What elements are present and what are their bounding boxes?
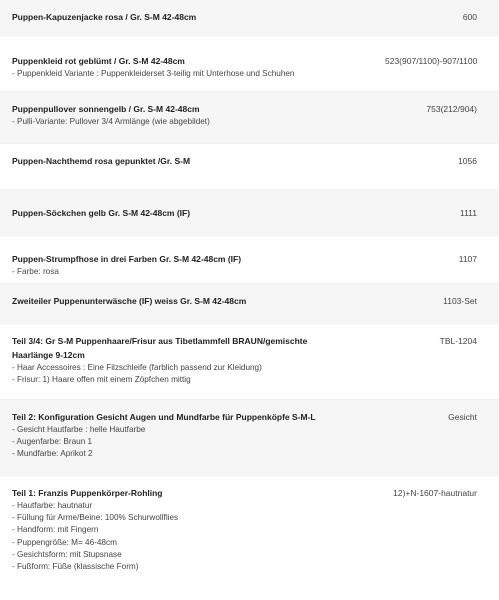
item-name: Teil 3/4: Gr S-M Puppenhaare/Frisur aus Tibetlammfell BRAUN/gemischte Haarlänge 9-12cm xyxy=(12,336,308,360)
item-detail: - Mundfarbe: Aprikot 2 xyxy=(12,449,93,459)
item-info xyxy=(12,410,440,461)
item-name: Puppen-Nachthemd rosa gepunktet /Gr. S-M xyxy=(12,156,191,166)
item-sku: 1111 xyxy=(459,208,477,218)
item-detail: - Puppenkleid Variante : Puppenkleiderset 3-teilig mit Unterhose und Schuhen xyxy=(12,69,295,78)
item-sku: 12)+N-1607-hautnatur xyxy=(393,488,477,498)
item-detail: - Füllung für Arme/Beine: 100% Schurwollflies xyxy=(12,513,179,523)
item-detail: - Pulli-Variante: Pullover 3/4 Armlänge (wie abgebildet) xyxy=(12,117,210,126)
list-item xyxy=(0,324,499,400)
list-item xyxy=(0,190,499,236)
item-detail: - Fußform: Füße (klassische Form) xyxy=(12,562,139,572)
item-sku: 753(212/904) xyxy=(426,104,477,114)
item-name: Puppen-Kapuzenjacke rosa / Gr. S-M 42-48cm xyxy=(12,12,197,22)
list-item xyxy=(0,0,499,36)
item-detail: - Frisur: 1) Haare offen mit einem Zöpfchen mittig xyxy=(12,375,191,385)
item-info xyxy=(12,252,451,278)
item-info xyxy=(12,102,418,128)
item-name: Puppen-Strumpfhose in drei Farben Gr. S-M 42-48cm (IF) xyxy=(12,254,242,264)
item-name: Teil 2: Konfiguration Gesicht Augen und Mundfarbe für Puppenköpfe S-M-L xyxy=(12,412,316,422)
item-info xyxy=(12,154,450,168)
item-sku: Gesicht xyxy=(448,412,477,422)
item-detail: - Puppengröße: M= 46-48cm xyxy=(12,537,117,547)
item-info xyxy=(12,10,455,24)
item-sku: 523(907/1100)-907/1100 xyxy=(385,56,478,66)
item-detail: - Gesicht Hautfarbe : helle Hautfarbe xyxy=(12,425,146,434)
list-item xyxy=(0,36,499,92)
list-item xyxy=(0,92,499,144)
item-sku: 1056 xyxy=(458,156,477,166)
item-detail: - Farbe: rosa xyxy=(12,267,59,276)
item-info xyxy=(12,54,377,80)
list-item xyxy=(0,476,499,600)
item-detail: - Hautfarbe: hautnatur xyxy=(12,501,93,510)
item-name: Puppenkleid rot geblümt / Gr. S-M 42-48cm xyxy=(12,56,185,66)
item-info xyxy=(12,294,435,308)
item-name: Puppen-Söckchen gelb Gr. S-M 42-48cm (IF) xyxy=(12,208,191,218)
item-sku: 1107 xyxy=(458,254,477,264)
item-info xyxy=(12,206,452,220)
item-info xyxy=(12,334,432,386)
item-detail: - Augenfarbe: Braun 1 xyxy=(12,437,93,447)
item-detail: - Handform: mit Fingern xyxy=(12,525,99,535)
item-detail: - Gesichtsform: mit Stupsnase xyxy=(12,549,122,559)
list-item xyxy=(0,284,499,324)
item-sku: 600 xyxy=(462,12,477,22)
item-info xyxy=(12,486,385,573)
item-detail: - Haar Accessoires : Eine Filzschleife (farblich passend zur Kleidung) xyxy=(12,363,262,372)
item-sku: 1103-Set xyxy=(443,296,477,306)
item-sku: TBL-1204 xyxy=(439,336,477,346)
list-item xyxy=(0,400,499,476)
item-name: Zweiteiler Puppenunterwäsche (IF) weiss Gr. S-M 42-48cm xyxy=(12,296,247,306)
item-name: Puppenpullover sonnengelb / Gr. S-M 42-48cm xyxy=(12,104,200,114)
item-name: Teil 1: Franzis Puppenkörper-Rohling xyxy=(12,488,163,498)
list-item xyxy=(0,144,499,190)
list-item xyxy=(0,236,499,284)
